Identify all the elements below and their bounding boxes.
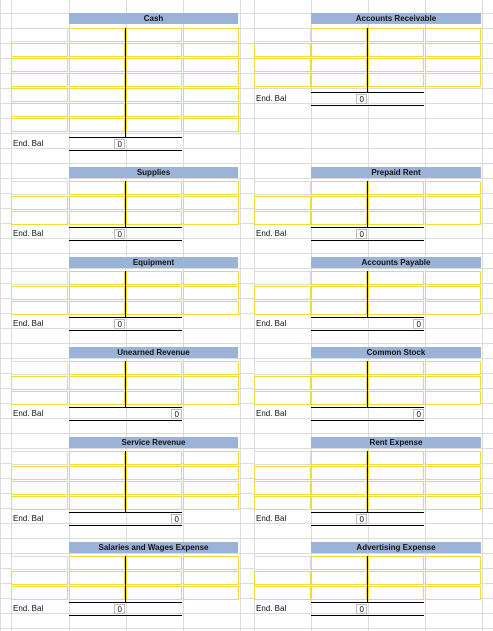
amount-input-cell[interactable] (425, 211, 481, 225)
amount-input-cell[interactable] (69, 211, 125, 225)
t-account-bottom-line (311, 330, 424, 331)
amount-input-cell[interactable] (126, 286, 182, 300)
t-account-total-line (311, 407, 424, 408)
amount-input-cell[interactable] (126, 361, 182, 375)
amount-input-cell[interactable] (183, 211, 239, 225)
grid-row-line (0, 178, 493, 179)
amount-input-cell[interactable] (311, 271, 367, 285)
end-bal-label: End. Bal (13, 319, 44, 328)
label-cell[interactable] (11, 118, 68, 132)
t-account-vertical-line (367, 28, 368, 93)
amount-input-cell[interactable] (311, 556, 367, 570)
grid-column-line (0, 0, 1, 631)
amount-input-cell[interactable] (183, 481, 239, 495)
account-title: Common Stock (311, 347, 481, 358)
grid-row-line (0, 553, 493, 554)
label-cell[interactable] (11, 481, 68, 495)
amount-input-cell[interactable] (368, 58, 424, 72)
amount-input-cell[interactable] (69, 556, 125, 570)
label-cell[interactable] (11, 376, 68, 390)
amount-input-cell[interactable] (368, 196, 424, 210)
account-title: Prepaid Rent (311, 167, 481, 178)
amount-input-cell[interactable] (425, 556, 481, 570)
amount-input-cell[interactable] (69, 361, 125, 375)
amount-input-cell[interactable] (183, 43, 239, 57)
amount-input-cell[interactable] (183, 571, 239, 585)
amount-input-cell[interactable] (183, 88, 239, 102)
amount-input-cell[interactable] (368, 73, 424, 87)
amount-input-cell[interactable] (126, 481, 182, 495)
amount-input-cell[interactable] (69, 118, 125, 132)
t-account-bottom-line (311, 240, 424, 241)
label-cell[interactable] (11, 391, 68, 405)
t-account-vertical-line (367, 451, 368, 513)
end-bal-label: End. Bal (13, 514, 44, 523)
amount-input-cell[interactable] (69, 466, 125, 480)
label-cell[interactable] (11, 301, 68, 315)
amount-input-cell[interactable] (183, 301, 239, 315)
grid-row-line (0, 253, 493, 254)
amount-input-cell[interactable] (425, 376, 481, 390)
grid-column-line (425, 0, 426, 631)
amount-input-cell[interactable] (368, 301, 424, 315)
label-cell[interactable] (11, 571, 68, 585)
amount-input-cell[interactable] (368, 43, 424, 57)
t-account-total-line (311, 92, 424, 93)
amount-input-cell[interactable] (311, 196, 367, 210)
amount-input-cell[interactable] (183, 103, 239, 117)
ending-balance-debit: 0 (114, 319, 125, 329)
amount-input-cell[interactable] (126, 118, 182, 132)
label-cell[interactable] (11, 28, 68, 42)
end-bal-label: End. Bal (256, 409, 287, 418)
t-account-total-line (69, 602, 182, 603)
amount-input-cell[interactable] (69, 301, 125, 315)
amount-input-cell[interactable] (69, 451, 125, 465)
amount-input-cell[interactable] (183, 556, 239, 570)
amount-input-cell[interactable] (183, 286, 239, 300)
amount-input-cell[interactable] (69, 376, 125, 390)
account-title: Advertising Expense (311, 542, 481, 553)
amount-input-cell[interactable] (183, 376, 239, 390)
label-cell[interactable] (254, 451, 311, 465)
amount-input-cell[interactable] (368, 271, 424, 285)
amount-input-cell[interactable] (425, 361, 481, 375)
label-cell[interactable] (254, 301, 311, 315)
ending-balance-credit: 0 (171, 409, 182, 419)
end-bal-label: End. Bal (256, 604, 287, 613)
t-account-vertical-line (125, 361, 126, 408)
grid-row-line (0, 358, 493, 359)
amount-input-cell[interactable] (311, 496, 367, 510)
grid-row-line (0, 148, 493, 149)
amount-input-cell[interactable] (311, 391, 367, 405)
amount-input-cell[interactable] (183, 466, 239, 480)
amount-input-cell[interactable] (69, 73, 125, 87)
grid-row-line (0, 628, 493, 629)
amount-input-cell[interactable] (126, 88, 182, 102)
ending-balance-debit: 0 (114, 604, 125, 614)
account-title: Cash (69, 13, 238, 24)
amount-input-cell[interactable] (126, 103, 182, 117)
amount-input-cell[interactable] (311, 181, 367, 195)
amount-input-cell[interactable] (425, 271, 481, 285)
t-account-total-line (69, 137, 182, 138)
amount-input-cell[interactable] (126, 391, 182, 405)
amount-input-cell[interactable] (425, 181, 481, 195)
amount-input-cell[interactable] (368, 586, 424, 600)
label-cell[interactable] (254, 586, 311, 600)
amount-input-cell[interactable] (425, 43, 481, 57)
label-cell[interactable] (11, 58, 68, 72)
amount-input-cell[interactable] (126, 28, 182, 42)
label-cell[interactable] (11, 496, 68, 510)
t-account-bottom-line (69, 240, 182, 241)
amount-input-cell[interactable] (368, 451, 424, 465)
label-cell[interactable] (254, 481, 311, 495)
amount-input-cell[interactable] (126, 556, 182, 570)
amount-input-cell[interactable] (311, 43, 367, 57)
t-account-bottom-line (311, 615, 424, 616)
t-account-total-line (69, 512, 182, 513)
amount-input-cell[interactable] (311, 466, 367, 480)
amount-input-cell[interactable] (69, 58, 125, 72)
amount-input-cell[interactable] (183, 181, 239, 195)
amount-input-cell[interactable] (126, 496, 182, 510)
amount-input-cell[interactable] (425, 466, 481, 480)
t-account-total-line (69, 227, 182, 228)
grid-row-line (0, 433, 493, 434)
grid-row-line (0, 523, 493, 524)
amount-input-cell[interactable] (425, 73, 481, 87)
ending-balance-credit: 0 (413, 319, 424, 329)
amount-input-cell[interactable] (183, 586, 239, 600)
t-account-total-line (311, 602, 424, 603)
ending-balance-debit: 0 (356, 229, 367, 239)
ending-balance-credit: 0 (171, 514, 182, 524)
amount-input-cell[interactable] (69, 103, 125, 117)
t-account-vertical-line (125, 271, 126, 318)
amount-input-cell[interactable] (425, 496, 481, 510)
amount-input-cell[interactable] (311, 586, 367, 600)
amount-input-cell[interactable] (183, 28, 239, 42)
t-account-vertical-line (367, 361, 368, 408)
amount-input-cell[interactable] (311, 211, 367, 225)
label-cell[interactable] (254, 28, 311, 42)
t-account-total-line (311, 317, 424, 318)
amount-input-cell[interactable] (69, 286, 125, 300)
end-bal-label: End. Bal (13, 604, 44, 613)
grid-row-line (0, 538, 493, 539)
label-cell[interactable] (11, 43, 68, 57)
amount-input-cell[interactable] (368, 286, 424, 300)
amount-input-cell[interactable] (69, 181, 125, 195)
amount-input-cell[interactable] (183, 58, 239, 72)
account-title: Unearned Revenue (69, 347, 238, 358)
amount-input-cell[interactable] (311, 301, 367, 315)
amount-input-cell[interactable] (126, 58, 182, 72)
label-cell[interactable] (254, 271, 311, 285)
label-cell[interactable] (254, 196, 311, 210)
label-cell[interactable] (254, 286, 311, 300)
t-account-vertical-line (367, 181, 368, 228)
t-account-total-line (311, 227, 424, 228)
t-account-bottom-line (69, 330, 182, 331)
label-cell[interactable] (11, 88, 68, 102)
grid-column-line (368, 0, 369, 631)
grid-row-line (0, 448, 493, 449)
t-account-bottom-line (311, 420, 424, 421)
end-bal-label: End. Bal (13, 409, 44, 418)
label-cell[interactable] (11, 451, 68, 465)
label-cell[interactable] (254, 391, 311, 405)
t-account-vertical-line (367, 271, 368, 318)
amount-input-cell[interactable] (368, 376, 424, 390)
t-account-bottom-line (69, 525, 182, 526)
label-cell[interactable] (11, 211, 68, 225)
t-account-vertical-line (125, 451, 126, 513)
amount-input-cell[interactable] (368, 211, 424, 225)
amount-input-cell[interactable] (126, 301, 182, 315)
amount-input-cell[interactable] (69, 496, 125, 510)
account-title: Salaries and Wages Expense (69, 542, 238, 553)
amount-input-cell[interactable] (69, 481, 125, 495)
account-title: Rent Expense (311, 437, 481, 448)
grid-row-line (0, 613, 493, 614)
label-cell[interactable] (254, 466, 311, 480)
amount-input-cell[interactable] (183, 196, 239, 210)
label-cell[interactable] (11, 271, 68, 285)
amount-input-cell[interactable] (69, 196, 125, 210)
amount-input-cell[interactable] (126, 73, 182, 87)
amount-input-cell[interactable] (425, 451, 481, 465)
label-cell[interactable] (254, 496, 311, 510)
t-account-vertical-line (367, 556, 368, 603)
amount-input-cell[interactable] (311, 361, 367, 375)
amount-input-cell[interactable] (126, 451, 182, 465)
amount-input-cell[interactable] (126, 181, 182, 195)
end-bal-label: End. Bal (256, 94, 287, 103)
label-cell[interactable] (254, 571, 311, 585)
t-account-vertical-line (125, 28, 126, 138)
amount-input-cell[interactable] (126, 43, 182, 57)
t-account-bottom-line (69, 150, 182, 151)
label-cell[interactable] (11, 286, 68, 300)
label-cell[interactable] (11, 73, 68, 87)
amount-input-cell[interactable] (368, 361, 424, 375)
label-cell[interactable] (254, 58, 311, 72)
amount-input-cell[interactable] (425, 196, 481, 210)
t-account-bottom-line (69, 615, 182, 616)
t-account-bottom-line (311, 105, 424, 106)
amount-input-cell[interactable] (69, 271, 125, 285)
end-bal-label: End. Bal (13, 229, 44, 238)
label-cell[interactable] (11, 181, 68, 195)
amount-input-cell[interactable] (126, 196, 182, 210)
label-cell[interactable] (254, 73, 311, 87)
amount-input-cell[interactable] (425, 391, 481, 405)
amount-input-cell[interactable] (425, 286, 481, 300)
account-title: Accounts Receivable (311, 13, 481, 24)
amount-input-cell[interactable] (126, 466, 182, 480)
amount-input-cell[interactable] (126, 211, 182, 225)
amount-input-cell[interactable] (311, 286, 367, 300)
amount-input-cell[interactable] (126, 571, 182, 585)
end-bal-label: End. Bal (256, 319, 287, 328)
amount-input-cell[interactable] (183, 73, 239, 87)
grid-column-line (240, 0, 241, 631)
end-bal-label: End. Bal (256, 514, 287, 523)
amount-input-cell[interactable] (425, 301, 481, 315)
t-account-total-line (69, 407, 182, 408)
label-cell[interactable] (11, 196, 68, 210)
amount-input-cell[interactable] (126, 376, 182, 390)
amount-input-cell[interactable] (311, 481, 367, 495)
label-cell[interactable] (254, 181, 311, 195)
account-title: Service Revenue (69, 437, 238, 448)
amount-input-cell[interactable] (368, 181, 424, 195)
amount-input-cell[interactable] (183, 496, 239, 510)
ending-balance-debit: 0 (114, 229, 125, 239)
amount-input-cell[interactable] (183, 271, 239, 285)
account-title: Equipment (69, 257, 238, 268)
t-account-vertical-line (125, 556, 126, 603)
amount-input-cell[interactable] (425, 58, 481, 72)
ending-balance-credit: 0 (413, 409, 424, 419)
amount-input-cell[interactable] (69, 88, 125, 102)
amount-input-cell[interactable] (126, 586, 182, 600)
grid-row-line (0, 238, 493, 239)
amount-input-cell[interactable] (311, 451, 367, 465)
grid-row-line (0, 343, 493, 344)
label-cell[interactable] (11, 586, 68, 600)
label-cell[interactable] (11, 466, 68, 480)
amount-input-cell[interactable] (311, 376, 367, 390)
amount-input-cell[interactable] (368, 28, 424, 42)
ending-balance-debit: 0 (114, 139, 125, 149)
amount-input-cell[interactable] (368, 466, 424, 480)
label-cell[interactable] (11, 103, 68, 117)
amount-input-cell[interactable] (368, 391, 424, 405)
ending-balance-debit: 0 (356, 604, 367, 614)
amount-input-cell[interactable] (425, 586, 481, 600)
grid-column-line (254, 0, 255, 631)
amount-input-cell[interactable] (311, 28, 367, 42)
label-cell[interactable] (11, 361, 68, 375)
label-cell[interactable] (11, 556, 68, 570)
grid-row-line (0, 163, 493, 164)
label-cell[interactable] (254, 43, 311, 57)
t-account-bottom-line (311, 525, 424, 526)
amount-input-cell[interactable] (69, 28, 125, 42)
amount-input-cell[interactable] (311, 73, 367, 87)
amount-input-cell[interactable] (69, 391, 125, 405)
grid-row-line (0, 268, 493, 269)
amount-input-cell[interactable] (368, 571, 424, 585)
amount-input-cell[interactable] (368, 481, 424, 495)
amount-input-cell[interactable] (368, 496, 424, 510)
grid-column-line (482, 0, 483, 631)
amount-input-cell[interactable] (368, 556, 424, 570)
ending-balance-debit: 0 (356, 514, 367, 524)
account-title: Supplies (69, 167, 238, 178)
grid-column-line (311, 0, 312, 631)
account-title: Accounts Payable (311, 257, 481, 268)
label-cell[interactable] (254, 556, 311, 570)
amount-input-cell[interactable] (425, 28, 481, 42)
t-account-bottom-line (69, 420, 182, 421)
amount-input-cell[interactable] (126, 271, 182, 285)
amount-input-cell[interactable] (69, 586, 125, 600)
amount-input-cell[interactable] (425, 571, 481, 585)
amount-input-cell[interactable] (311, 58, 367, 72)
grid-row-line (0, 133, 493, 134)
end-bal-label: End. Bal (13, 139, 44, 148)
amount-input-cell[interactable] (183, 118, 239, 132)
t-account-total-line (311, 512, 424, 513)
amount-input-cell[interactable] (425, 481, 481, 495)
amount-input-cell[interactable] (69, 43, 125, 57)
amount-input-cell[interactable] (183, 361, 239, 375)
amount-input-cell[interactable] (183, 391, 239, 405)
label-cell[interactable] (254, 376, 311, 390)
amount-input-cell[interactable] (69, 571, 125, 585)
t-account-total-line (69, 317, 182, 318)
amount-input-cell[interactable] (183, 451, 239, 465)
label-cell[interactable] (254, 361, 311, 375)
label-cell[interactable] (254, 211, 311, 225)
end-bal-label: End. Bal (256, 229, 287, 238)
amount-input-cell[interactable] (311, 571, 367, 585)
t-account-vertical-line (125, 181, 126, 228)
ending-balance-debit: 0 (356, 94, 367, 104)
